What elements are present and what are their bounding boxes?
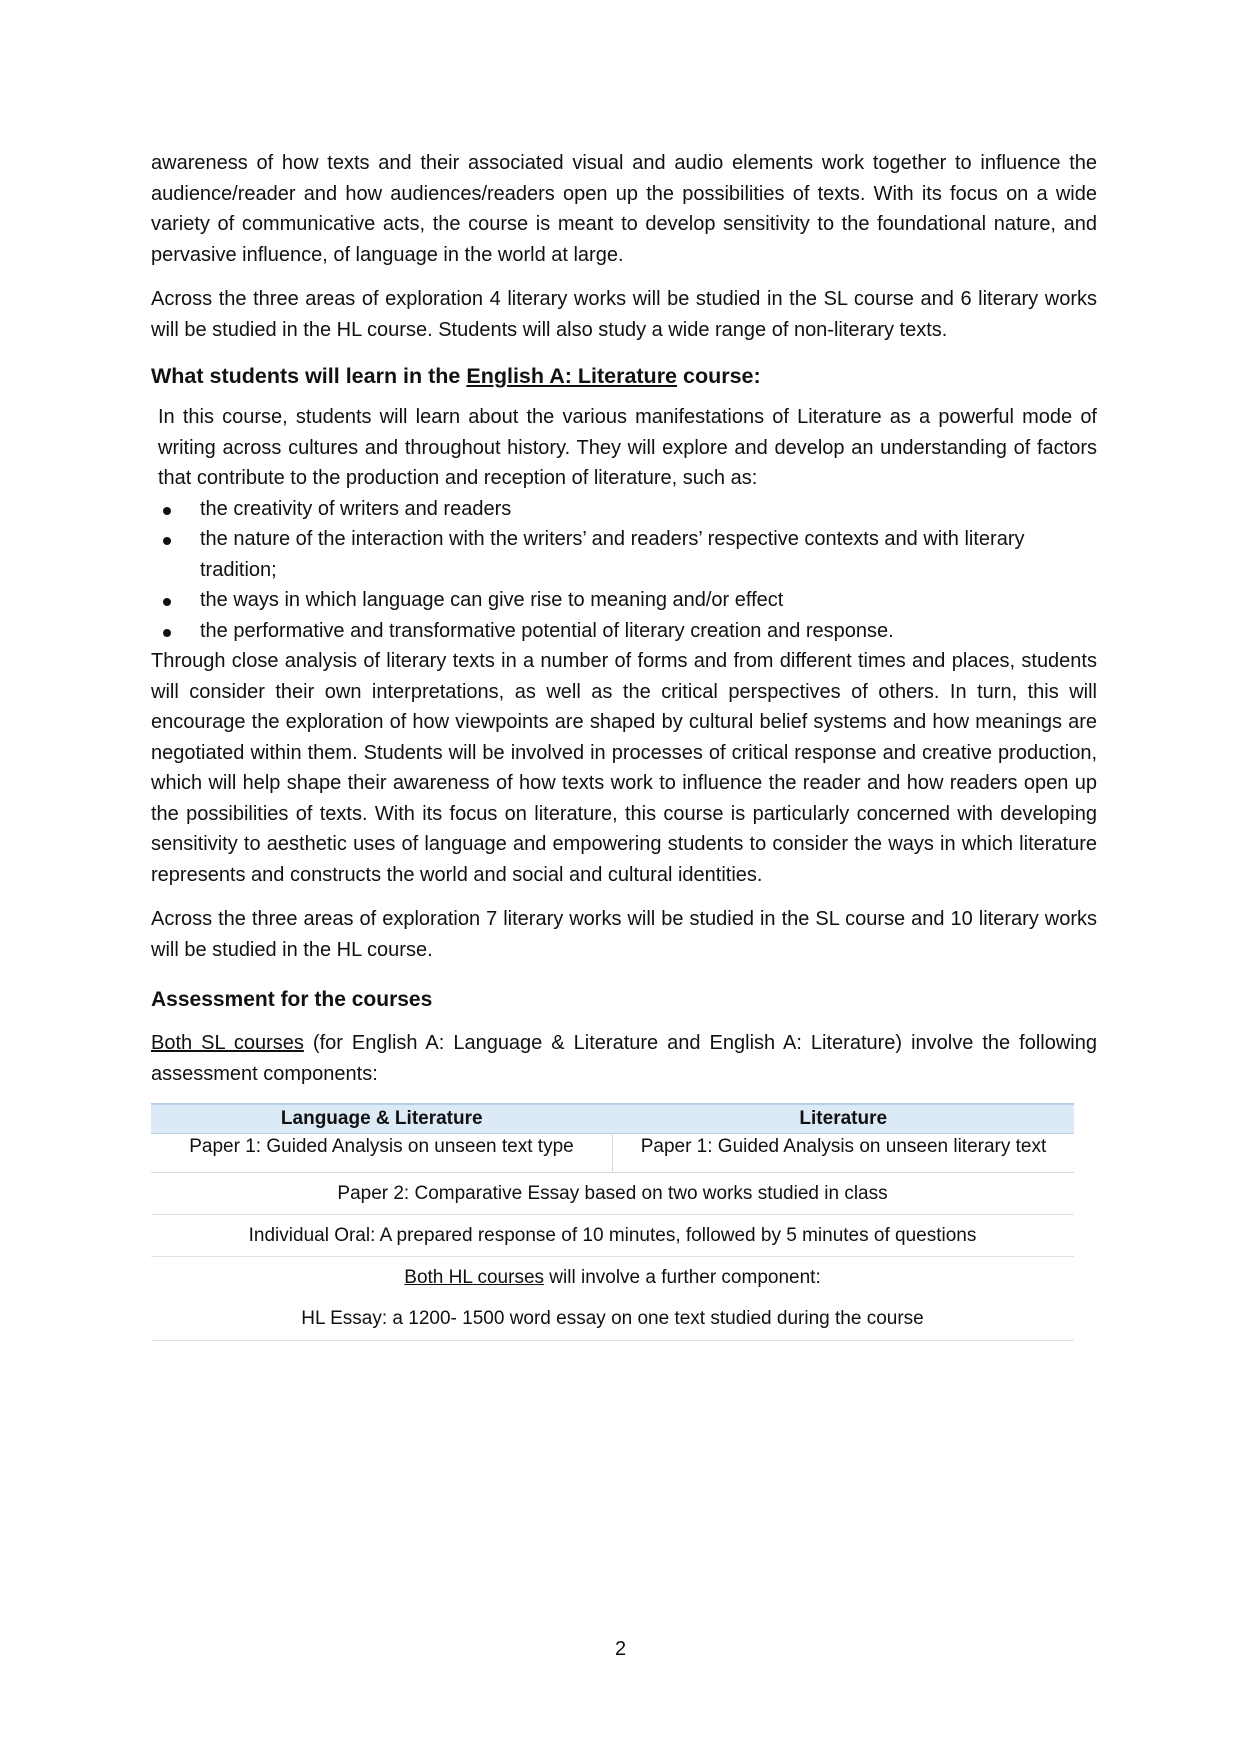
heading-text-before: What students will learn in the	[151, 364, 467, 388]
list-item	[151, 524, 1097, 585]
intro-paragraph-1: awareness of how texts and their associated visual and audio elements work together to influence the audience/reader and how audiences/readers open up the possibilities of texts. With its focus on a wide variety of communicative acts, the course is meant to develop sensitivity to the foundational nature, and pervasive influence, of language in the world at large.	[151, 152, 1097, 266]
literature-intro-paragraph: In this course, students will learn about the various manifestations of Literature as a powerful mode of writing across cultures and throughout history. They will explore and develop an understanding of factors that contribute to the production and reception of literature, such as:	[158, 406, 1097, 489]
factors-list	[151, 494, 1097, 647]
col-header-language-literature: Language & Literature	[151, 1104, 613, 1134]
list-item-text: the ways in which language can give rise to meaning and/or effect	[200, 589, 784, 611]
hl-courses-link: Both HL courses	[404, 1266, 545, 1288]
literature-works-paragraph: Across the three areas of exploration 7 literary works will be studied in the SL course and 10 literary works will be studied in the HL course.	[151, 908, 1097, 961]
table-row	[151, 1257, 1074, 1299]
hl-component-cell	[151, 1257, 1074, 1299]
col-header-literature: Literature	[613, 1104, 1075, 1134]
bullet-icon	[163, 507, 171, 515]
table-row	[151, 1134, 1074, 1173]
intro-paragraph-2: Across the three areas of exploration 4 literary works will be studied in the SL course and 6 literary works will be studied in the HL course. Students will also study a wide range of non-literary texts.	[151, 288, 1097, 341]
assessment-heading: Assessment for the courses	[151, 988, 433, 1011]
list-item	[151, 494, 1097, 525]
sl-courses-link: Both SL courses	[151, 1032, 304, 1054]
assessment-intro-paragraph	[151, 1028, 1097, 1089]
heading-text-after: course:	[677, 364, 761, 388]
bullet-icon	[163, 598, 171, 606]
heading-course-link: English A: Literature	[466, 364, 678, 388]
list-item-text: the nature of the interaction with the writers’ and readers’ respective contexts and with literary tradition;	[200, 528, 1025, 581]
table-row	[151, 1215, 1074, 1257]
paper2-cell: Paper 2: Comparative Essay based on two works studied in class	[151, 1173, 1074, 1215]
literature-intro-block	[151, 402, 1097, 494]
assessment-intro-text: (for English A: Language & Literature and English A: Literature) involve the following assessment components:	[151, 1032, 1097, 1085]
table-header-row	[151, 1104, 1074, 1134]
table-row	[151, 1298, 1074, 1341]
hl-component-text: will involve a further component:	[544, 1266, 821, 1288]
page-number: 2	[614, 1638, 627, 1660]
bullet-icon	[163, 537, 171, 545]
assessment-table	[151, 1103, 1074, 1341]
literature-section-heading	[151, 361, 1097, 391]
paper1-literature-cell: Paper 1: Guided Analysis on unseen literary text	[613, 1134, 1075, 1173]
individual-oral-cell: Individual Oral: A prepared response of 10 minutes, followed by 5 minutes of questions	[151, 1215, 1074, 1257]
document-page	[151, 148, 1097, 1341]
list-item	[151, 585, 1097, 616]
literature-body-paragraph: Through close analysis of literary texts in a number of forms and from different times and places, students will consider their own interpretations, as well as the critical perspectives of others. In turn, this will encourage the exploration of how viewpoints are shaped by cultural belief systems and how meanings are negotiated within them. Students will be involved in processes of critical response and creative production, which will help shape their awareness of how texts work to influence the reader and how readers open up the possibilities of texts. With its focus on literature, this course is particularly concerned with developing sensitivity to aesthetic uses of language and empowering students to consider the ways in which literature represents and constructs the world and social and cultural identities.	[151, 650, 1097, 886]
list-item-text: the creativity of writers and readers	[200, 497, 512, 520]
list-item-text: the performative and transformative potential of literary creation and response.	[200, 619, 894, 642]
list-item	[151, 616, 1097, 647]
hl-essay-cell: HL Essay: a 1200- 1500 word essay on one text studied during the course	[151, 1298, 1074, 1341]
bullet-icon	[163, 629, 171, 637]
table-row	[151, 1173, 1074, 1215]
paper1-language-cell: Paper 1: Guided Analysis on unseen text type	[151, 1134, 613, 1173]
